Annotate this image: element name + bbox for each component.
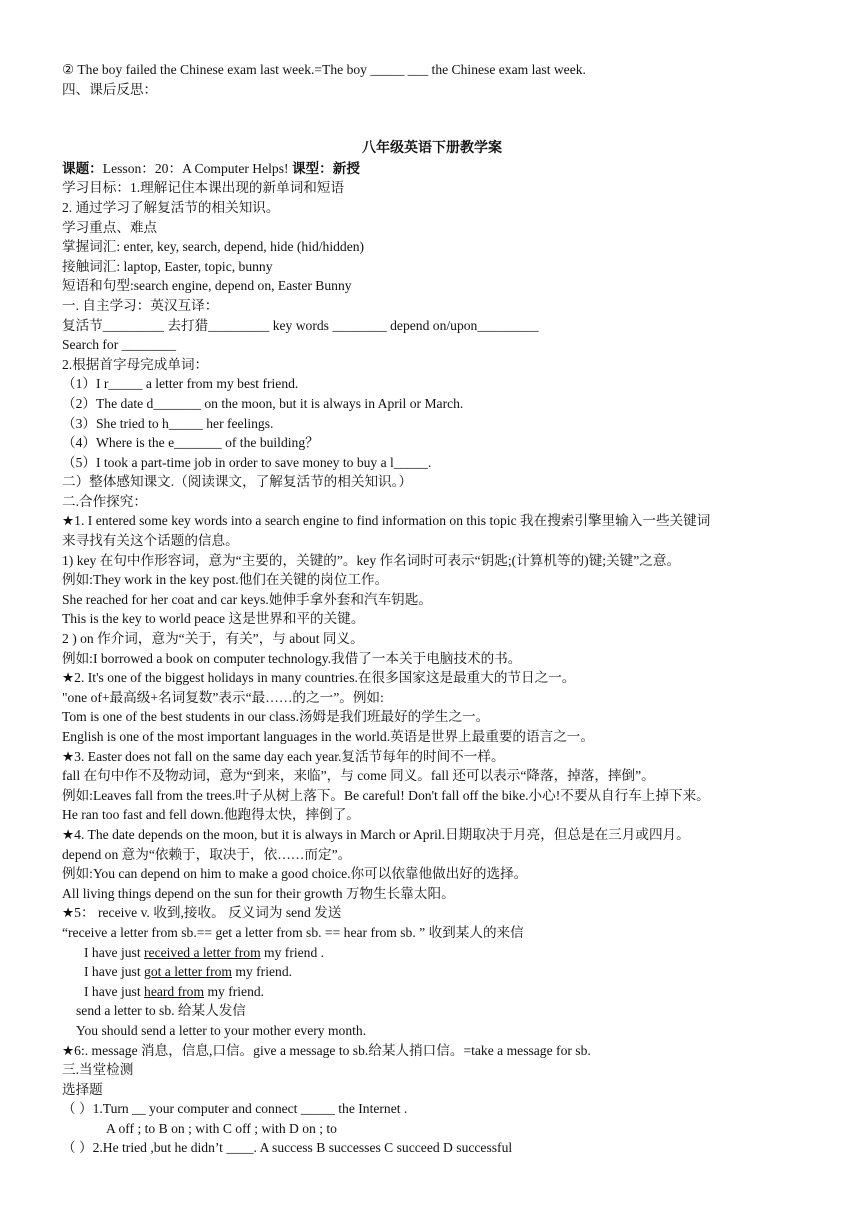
example-line xyxy=(62,962,802,982)
exercise-line: （4）Where is the e_______ of the building？ xyxy=(62,435,319,451)
section-heading: 二）整体感知课文.（阅读课文，了解复活节的相关知识。） xyxy=(62,474,413,490)
text-line: You should send a letter to your mother every month. xyxy=(76,1022,367,1038)
underlined-phrase: got a letter from xyxy=(144,964,232,980)
text-line: This is the key to world peace 这是世界和平的关键。 xyxy=(62,611,365,627)
exercise-line: Search for ________ xyxy=(62,337,177,353)
underlined-phrase: heard from xyxy=(144,983,205,999)
question-line: （ ）1.Turn __ your computer and connect _____ the Internet . xyxy=(62,1101,408,1117)
section-heading: 一. 自主学习：英汉互译： xyxy=(62,297,219,313)
text-line: 学习重点、难点 xyxy=(62,219,158,235)
text-line: ★3. Easter does not fall on the same day each year.复活节每年的时间不一样。 xyxy=(62,748,505,764)
text-line: ★2. It's one of the biggest holidays in many countries.在很多国家这是最重大的节日之一。 xyxy=(62,670,576,686)
course-label: 课题： xyxy=(62,160,103,176)
text-line: 例如:You can depend on him to make a good choice.你可以依靠他做出好的选择。 xyxy=(62,866,528,882)
exercise-line: 复活节_________ 去打猎_________ key words ________ depend on/upon_________ xyxy=(62,317,539,333)
text-line: ★1. I entered some key words into a search engine to find information on this topic 我在搜索引擎里输入一些关键词 xyxy=(62,513,711,529)
course-value: Lesson：20：A Computer Helps! xyxy=(102,160,292,176)
text-line: English is one of the most important languages in the world.英语是世界上最重要的语言之一。 xyxy=(62,729,594,744)
text-line: 来寻找有关这个话题的信息。 xyxy=(62,533,239,549)
type-value: 新授 xyxy=(332,160,360,176)
text-line: 学习目标：1.理解记住本课出现的新单词和短语 xyxy=(62,180,345,196)
text-line: send a letter to sb. 给某人发信 xyxy=(76,1003,246,1019)
text-line: “receive a letter from sb.== get a letter from sb. == hear from sb. ” 收到某人的来信 xyxy=(62,924,524,940)
underlined-phrase: received a letter from xyxy=(144,944,261,960)
type-label: 课型： xyxy=(291,160,333,176)
example-suffix: my friend. xyxy=(204,983,265,999)
exercise-line: （3）She tried to h_____ her feelings. xyxy=(62,415,274,431)
question-line: （ ）2.He tried ,but he didn’t ____. A success B successes C succeed D successful xyxy=(62,1140,513,1156)
exercise-line: ② The boy failed the Chinese exam last week.=The boy _____ ___ the Chinese exam last week. xyxy=(62,62,586,77)
text-line: 例如:Leaves fall from the trees.叶子从树上落下。Be careful! Don't fall off the bike.小心!不要从自行车上掉下来。 xyxy=(62,787,710,803)
text-line: ★6:. message 消息，信息,口信。give a message to sb.给某人捎口信。=take a message for sb. xyxy=(62,1042,591,1058)
document-title: 八年级英语下册教学案 xyxy=(362,141,502,157)
section-heading: 选择题 xyxy=(62,1081,103,1097)
text-line: 例如:I borrowed a book on computer technology.我借了一本关于电脑技术的书。 xyxy=(62,650,522,666)
text-line: fall 在句中作不及物动词，意为“到来，来临”，与 come 同义。fall 还可以表示“降落，掉落，摔倒”。 xyxy=(62,768,655,784)
text-line: 2. 通过学习了解复活节的相关知识。 xyxy=(62,199,280,215)
text-line: 2 ) on 作介词，意为“关于，有关”，与 about 同义。 xyxy=(62,631,364,647)
exercise-line: （2）The date d_______ on the moon, but it is always in April or March. xyxy=(62,395,464,411)
example-prefix: I have just xyxy=(84,964,145,980)
section-heading: 三.当堂检测 xyxy=(62,1062,134,1078)
text-line: 接触词汇: laptop, Easter, topic, bunny xyxy=(62,258,273,274)
text-line: Tom is one of the best students in our class.汤姆是我们班最好的学生之一。 xyxy=(62,709,490,725)
section-heading: 二.合作探究： xyxy=(62,493,147,509)
exercise-line: （1）I r_____ a letter from my best friend. xyxy=(62,376,299,392)
text-line: She reached for her coat and car keys.她伸手拿外套和汽车钥匙。 xyxy=(62,591,432,607)
course-line xyxy=(62,159,802,179)
example-line xyxy=(62,982,802,1002)
text-line: depend on 意为“依赖于，取决于，依……而定”。 xyxy=(62,846,352,862)
text-line: ★5： receive v. 收到,接收。 反义词为 send 发送 xyxy=(62,905,342,921)
text-line: He ran too fast and fell down.他跑得太快，摔倒了。 xyxy=(62,807,360,823)
example-line xyxy=(62,943,802,963)
options-line: A off ; to B on ; with C off ; with D on ; to xyxy=(106,1120,337,1136)
text-line: "one of+最高级+名词复数”表示“最……的之一”。例如: xyxy=(62,689,384,705)
example-suffix: my friend. xyxy=(231,964,293,980)
text-line: 例如:They work in the key post.他们在关键的岗位工作。 xyxy=(62,572,389,588)
text-line: 短语和句型:search engine, depend on, Easter Bunny xyxy=(62,278,352,294)
example-prefix: I have just xyxy=(84,983,145,999)
example-prefix: I have just xyxy=(84,944,145,960)
example-suffix: my friend . xyxy=(260,944,325,960)
text-line: 1) key 在句中作形容词，意为“主要的，关键的”。key 作名词时可表示“钥匙;(计算机等的)键;关键”之意。 xyxy=(62,552,681,568)
document-page xyxy=(62,60,802,1158)
text-line: All living things depend on the sun for their growth 万物生长靠太阳。 xyxy=(62,885,455,901)
exercise-line: （5）I took a part-time job in order to save money to buy a l_____. xyxy=(62,454,432,470)
section-heading: 2.根据首字母完成单词： xyxy=(62,356,209,372)
text-line: ★4. The date depends on the moon, but it is always in March or April.日期取决于月亮，但总是在三月或四月。 xyxy=(62,826,690,842)
section-heading: 四、课后反思： xyxy=(62,81,158,97)
text-line: 掌握词汇: enter, key, search, depend, hide (hid/hidden) xyxy=(62,239,365,255)
